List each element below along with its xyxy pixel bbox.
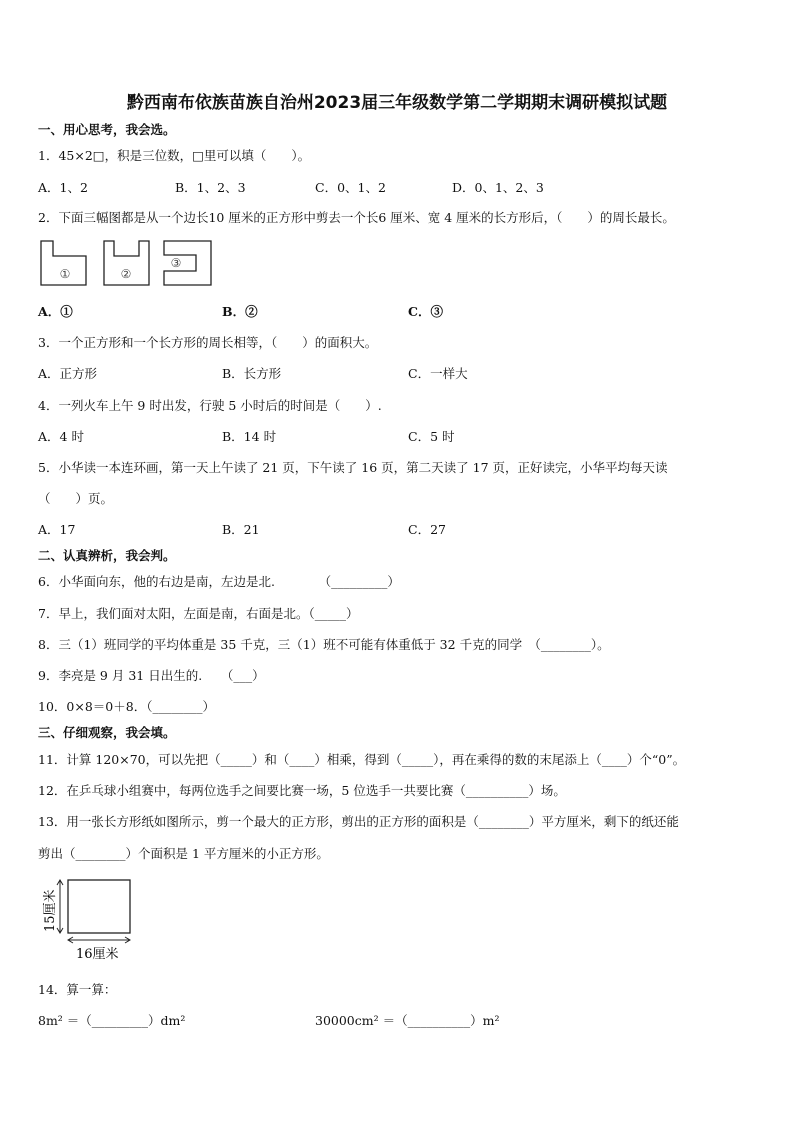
q3-stem: 3．一个正方形和一个长方形的周长相等，（ ）的面积大。 (38, 335, 378, 350)
q3-option-b: B．长方形 (222, 366, 282, 381)
q2-figure-3 (164, 241, 211, 285)
section-1-heading: 一、用心思考，我会选。 (38, 122, 176, 137)
q5-option-a: A．17 (38, 522, 76, 537)
q2-figure-1 (41, 241, 86, 285)
q2-option-a: A．① (38, 304, 73, 319)
section-3-heading: 三、仔细观察，我会填。 (38, 725, 176, 740)
page-title: 黔西南布依族苗族自治州2023届三年级数学第二学期期末调研模拟试题 (126, 93, 668, 113)
q5-stem-line2: （ ）页。 (38, 491, 114, 506)
q3-option-a: A．正方形 (38, 366, 98, 381)
q4-option-a: A．4 时 (38, 429, 84, 444)
q5-option-c: C．27 (408, 522, 446, 537)
q13-height-label: 15厘米 (43, 889, 58, 932)
q2-figure-1-label: ① (59, 267, 71, 281)
q9: 9．李亮是 9 月 31 日出生的. （___） (38, 668, 265, 683)
q2-stem: 2．下面三幅图都是从一个边长10 厘米的正方形中剪去一个长6 厘米、宽 4 厘米的长方形后，（ ）的周长最长。 (38, 210, 675, 225)
q2-figure-2 (104, 241, 149, 285)
q8: 8．三（1）班同学的平均体重是 35 千克，三（1）班不可能有体重低于 32 千克的同学 （________）。 (38, 637, 610, 652)
q1-option-b: B．1、2、3 (175, 180, 246, 195)
q4-stem: 4．一列火车上午 9 时出发，行驶 5 小时后的时间是（ ）. (38, 398, 382, 413)
q7: 7．早上，我们面对太阳，左面是南，右面是北。（_____） (38, 606, 359, 621)
q14-stem: 14．算一算： (38, 982, 117, 997)
q4-option-c: C．5 时 (408, 429, 455, 444)
q3-option-c: C．一样大 (408, 366, 468, 381)
q13-figure (38, 874, 138, 964)
q13-width-label: 16厘米 (76, 947, 119, 962)
q1-option-a: A．1、2 (38, 180, 88, 195)
q11: 11．计算 120×70，可以先把（_____）和（____）相乘，得到（_____），再在乘得的数的末尾添上（____）个“0”。 (38, 752, 686, 767)
section-2-heading: 二、认真辨析，我会判。 (38, 548, 176, 563)
q2-option-c: C．③ (408, 304, 443, 319)
q5-option-b: B．21 (222, 522, 260, 537)
q2-option-b: B．② (222, 304, 258, 319)
q2-figure-3-label: ③ (170, 256, 182, 270)
q14-left: 8m² ＝（_________）dm² (38, 1013, 186, 1028)
q2-figures (38, 238, 218, 288)
q10: 10．0×8＝0＋8．（________） (38, 699, 215, 714)
q14-right: 30000cm² ＝（__________）m² (315, 1013, 500, 1028)
q2-figure-2-label: ② (120, 267, 132, 281)
q13-rectangle (68, 880, 130, 933)
q13-line2: 剪出（________）个面积是 1 平方厘米的小正方形。 (38, 846, 329, 861)
q1-stem: 1．45×2□，积是三位数，□里可以填（ ）。 (38, 148, 311, 163)
q4-option-b: B．14 时 (222, 429, 277, 444)
q1-option-d: D．0、1、2、3 (452, 180, 544, 195)
q6: 6．小华面向东，他的右边是南，左边是北. （_________） (38, 574, 400, 589)
q1-option-c: C．0、1、2 (315, 180, 386, 195)
q13-line1: 13．用一张长方形纸如图所示，剪一个最大的正方形，剪出的正方形的面积是（________）平方厘米，剩下的纸还能 (38, 814, 679, 829)
q12: 12．在乒乓球小组赛中，每两位选手之间要比赛一场，5 位选手一共要比赛（__________）场。 (38, 783, 566, 798)
q5-stem-line1: 5．小华读一本连环画，第一天上午读了 21 页，下午读了 16 页，第二天读了 17 页，正好读完，小华平均每天读 (38, 460, 668, 475)
